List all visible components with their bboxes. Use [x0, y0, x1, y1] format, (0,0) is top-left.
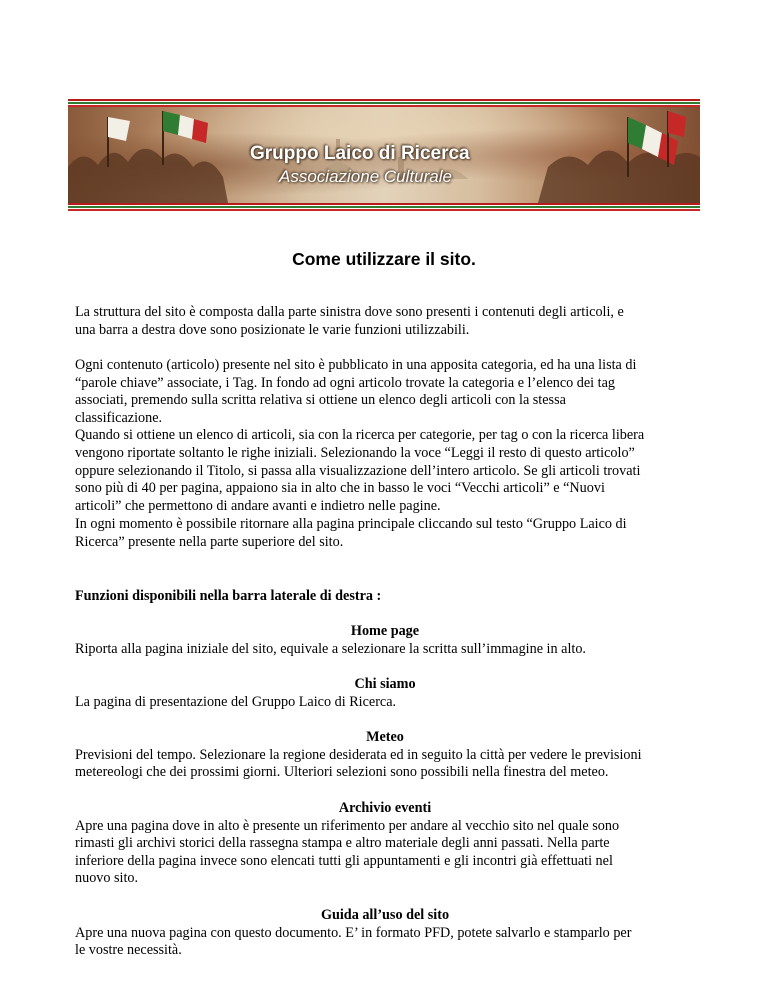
function-item-home-page: [75, 623, 695, 658]
banner-subtitle: Associazione Culturale: [279, 167, 452, 186]
paragraph-line: oppure selezionando il Titolo, si passa alla visualizzazione dell’intero articolo. Se gli articoli trovati: [75, 462, 641, 479]
function-description: inferiore della pagina invece sono elencati tutti gli appuntamenti e gli incontri già effettuati nel: [75, 852, 613, 869]
function-title: Chi siamo: [354, 676, 416, 692]
function-description: Previsioni del tempo. Selezionare la regione desiderata ed in seguito la città per vedere le previsioni: [75, 746, 642, 763]
function-description: le vostre necessità.: [75, 942, 182, 959]
function-item-chi-siamo: [75, 676, 695, 711]
paragraph-line: una barra a destra dove sono posizionate le varie funzioni utilizzabili.: [75, 321, 470, 338]
paragraph-line: Quando si ottiene un elenco di articoli, sia con la ricerca per categorie, per tag o con la ricerca libera: [75, 427, 645, 444]
banner-top-stripes: [68, 99, 700, 107]
paragraph-line: “parole chiave” associate, i Tag. In fondo ad ogni articolo trovate la categoria e l’elenco dei tag: [75, 374, 615, 391]
header-banner[interactable]: [68, 99, 700, 211]
function-item-archivio-eventi: [75, 800, 695, 888]
paragraph-line: La struttura del sito è composta dalla parte sinistra dove sono presenti i contenuti degli articoli, e: [75, 304, 624, 320]
paragraph-line: Ricerca” presente nella parte superiore del sito.: [75, 533, 344, 550]
paragraph-line: Ogni contenuto (articolo) presente nel sito è pubblicato in una apposita categoria, ed ha una lista di: [75, 357, 637, 373]
function-description: Riporta alla pagina iniziale del sito, equivale a selezionare la scritta sull’immagine in alto.: [75, 640, 586, 657]
function-description: La pagina di presentazione del Gruppo Laico di Ricerca.: [75, 693, 397, 710]
function-description: metereologi che dei prossimi giorni. Ulteriori selezioni sono possibili nella finestra del meteo.: [75, 764, 609, 781]
document-title: Come utilizzare il sito.: [292, 249, 476, 269]
banner-illustration: [68, 107, 700, 203]
function-description: nuovo sito.: [75, 870, 139, 887]
function-item-guida: [75, 907, 695, 960]
function-title: Guida all’uso del sito: [320, 907, 450, 923]
intro-paragraph: [75, 304, 695, 339]
function-description: Apre una pagina dove in alto è presente un riferimento per andare al vecchio sito nel quale sono: [75, 817, 620, 834]
banner-bottom-stripes: [68, 203, 700, 211]
paragraph-line: associati, premendo sulla scritta relativa si ottiene un elenco degli articoli con la stessa: [75, 392, 566, 409]
paragraph-line: In ogni momento è possibile ritornare alla pagina principale cliccando sul testo “Gruppo Laico di: [75, 516, 627, 532]
function-item-meteo: [75, 729, 695, 782]
function-title: Archivio eventi: [338, 800, 432, 816]
content-paragraph: [75, 357, 695, 515]
function-title: Meteo: [366, 729, 404, 745]
sidebar-functions-heading: Funzioni disponibili nella barra laterale di destra :: [75, 588, 382, 604]
paragraph-line: vengono riportate soltanto le righe iniziali. Selezionando la voce “Leggi il resto di questo articolo”: [75, 444, 635, 461]
paragraph-line: articoli” che permettono di andare avanti e indietro nelle pagine.: [75, 497, 441, 514]
paragraph-line: classificazione.: [75, 409, 163, 426]
function-description: Apre una nuova pagina con questo documento. E’ in formato PFD, potete salvarlo e stamparlo per: [75, 924, 632, 941]
function-title: Home page: [350, 623, 420, 639]
navigation-paragraph: [75, 516, 695, 551]
paragraph-line: sono più di 40 per pagina, appaiono sia in alto che in basso le voci “Vecchi articoli” e “Nuovi: [75, 480, 605, 497]
banner-title[interactable]: Gruppo Laico di Ricerca: [250, 143, 470, 164]
function-description: rimasti gli archivi storici della rassegna stampa e altro materiale degli anni passati. Nella parte: [75, 835, 610, 852]
